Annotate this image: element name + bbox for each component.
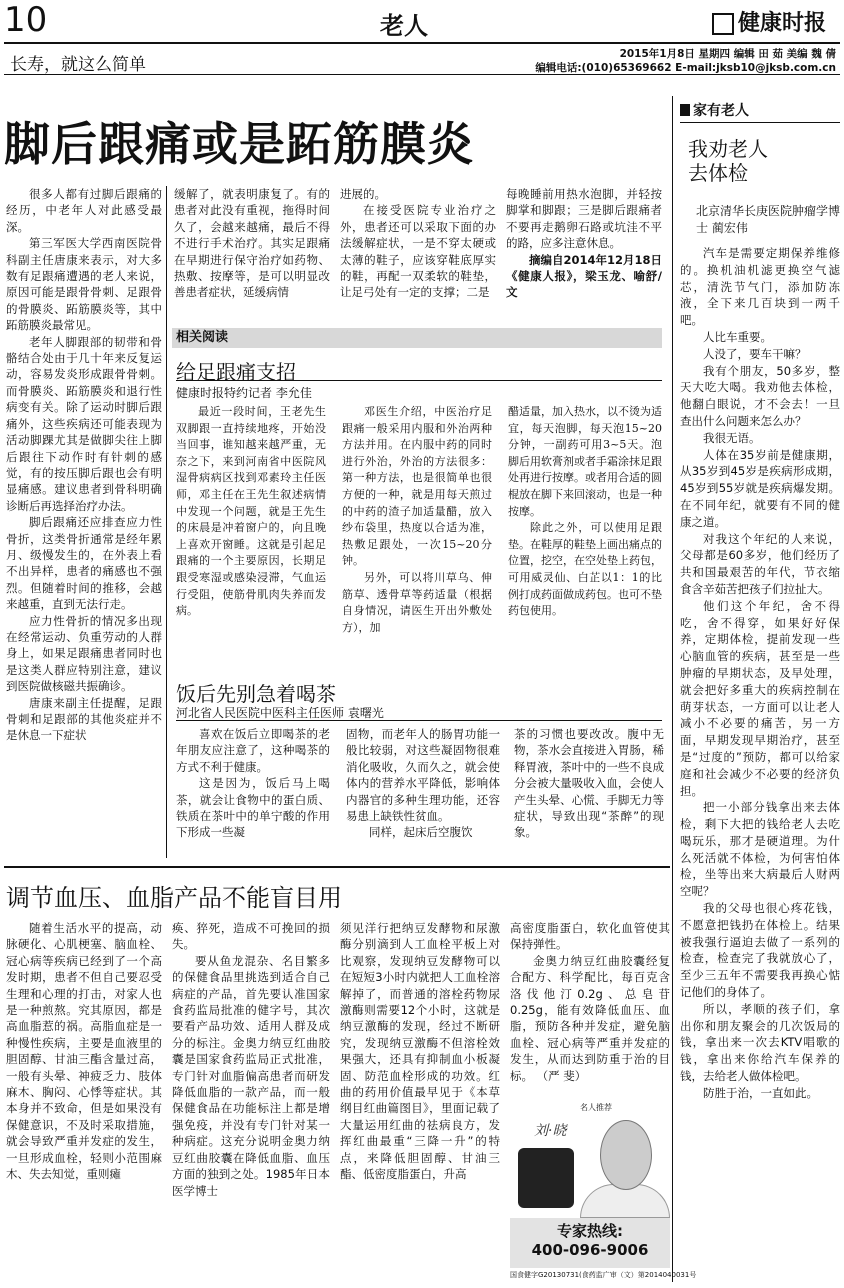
paragraph: 邓医生介绍，中医治疗足跟痛一般采用内服和外治两种方法并用。在内服中药的同时进行外治，外治的方法很多：第一种方法，也是很简单也很方便的一种，就是用每天煎过的中药的渣子加适量醋，放入纱布袋里，热度以合适为准，热敷足跟处，一次15~20分钟。 <box>342 405 492 568</box>
product-ad <box>510 1100 697 1280</box>
paragraph: 他们这个年纪，舍不得吃，舍不得穿，如果好好保养，定期体检，提前发现一些心脑血管的疾病，甚至是一些肿瘤的早期状态，及早处理，就会把好多重大的疾病控制在萌芽状态，一方面可以让老人减小不必要的痛苦，另一方面，早期发现早期治疗，甚至是“过度的”预防，都可以给家庭和社会减少不必要的经济负担。 <box>680 598 840 798</box>
section-title: 老人 <box>380 12 428 40</box>
subarticle1-col3 <box>508 404 662 666</box>
paragraph: 要从鱼龙混杂、名目繁多的保健食品里挑选到适合自己病症的产品，首先要认准国家食药监局批准的健字号，其次要看产品功效、适用人群及成分的标注。金奥力纳豆红曲胶囊是国家食药监局正式批准，专门针对血脂偏高患者而研发降低血脂的一款产品，而一般保健食品在功能标注上都是增强免疫，并没有专门针对某一种病症。这充分说明金奥力纳豆红曲胶囊在降低血脂、血压方面的独到之处。1985年日本医学博士 <box>172 953 330 1198</box>
hotline-box <box>510 1218 670 1268</box>
bottom-article-col2 <box>172 920 330 1280</box>
main-article-col4 <box>506 186 662 326</box>
bottom-article-col4 <box>510 920 670 1096</box>
paragraph: 所以，孝顺的孩子们，拿出你和朋友聚会的几次饭局的钱，拿出来一次去KTV唱歌的钱，拿出来你给汽车保养的钱，去给老人做体检吧。 <box>680 1001 840 1084</box>
paragraph: 喜欢在饭后立即喝茶的老年朋友应注意了，这种喝茶的方式不利于健康。 <box>176 727 330 774</box>
paragraph: 须见洋行把纳豆发酵物和尿激酶分别滴到人工血栓平板上对比观察，发现纳豆发酵物可以在短短3小时内就把人工血栓溶解掉了，而普通的溶栓药物尿激酶则需要12个小时，这就是纳豆激酶的发现，经过不断研究，发现纳豆激酶不但溶栓效果强大，还具有抑制血小板凝固、防范血栓形成的功效。红曲的药用价值最早见于《本草纲目红曲篇图目》，里面记载了大量运用红曲的祛病良方，发挥红曲最重“三降一升”的特点，来降低胆固醇、甘油三酯、低密度脂蛋白，升高 <box>340 921 500 1182</box>
bottom-article-col1 <box>6 920 162 1280</box>
paragraph: 脚后跟痛还应排查应力性骨折，这类骨折通常是经年累月、级慢发生的，在外表上看不出异样，患者的痛感也不强烈。但随着时间的推移，会越来越重，直到无法行走。 <box>6 515 162 612</box>
paragraph: 这是因为，饭后马上喝茶，就会让食物中的蛋白质、铁质在茶叶中的单宁酸的作用下形成一些凝 <box>176 776 330 840</box>
subarticle1-col1 <box>176 404 326 666</box>
paragraph: 茶的习惯也要改改。腹中无物，茶水会直接进入胃肠，稀释胃液，茶叶中的一些不良成分会被大量吸收入血，会使人产生头晕、心慌、手脚无力等症状，导致出现“茶醉”的现象。 <box>514 727 664 840</box>
paragraph: 很多人都有过脚后跟痛的经历，中老年人对此感受最深。 <box>6 187 162 234</box>
bottom-article-col3 <box>340 920 500 1280</box>
subarticle-byline: 健康时报特约记者 李允佳 <box>176 386 312 400</box>
sidebar <box>680 100 840 1280</box>
paragraph: 第三军医大学西南医院骨科副主任唐康来表示，对大多数有足跟痛遭遇的老人来说，原因可能是跟骨骨刺、足跟骨的骨膜炎、跖筋膜炎等，其中跖筋膜炎最常见。 <box>6 236 162 333</box>
column-divider <box>166 186 167 858</box>
bottom-article-title: 调节血压、血脂产品不能盲目用 <box>6 884 342 912</box>
logo-icon <box>712 13 734 35</box>
spokesperson-face-icon <box>600 1120 652 1190</box>
paragraph: 随着生活水平的提高，动脉硬化、心肌梗塞、脑血栓、冠心病等疾病已经到了一个高发时期，患者不但自己要忍受生理和心理的打击，对家人也是一种煎熬。究其原因，都是高血脂惹的祸。高脂血症是一种慢性疾病，主要是血液里的胆固醇、甘油三酯含量过高，一般有头晕、神疲乏力、肢体麻木、胸闷、心悸等症状。其本身并不致命，但是如果没有保健意识，不及时采取措施，就会导致严重并发症的发生，一旦形成血栓，轻则小范围麻木、失去知觉，重则瘫 <box>6 921 162 1182</box>
square-bullet-icon <box>680 104 690 116</box>
paragraph: 痪、猝死，造成不可挽回的损失。 <box>172 921 330 952</box>
sidebar-divider <box>672 96 673 1282</box>
paragraph: 同样，起床后空腹饮 <box>369 825 473 840</box>
paragraph: 我很无语。 <box>703 430 761 445</box>
subarticle2-col2 <box>346 726 500 856</box>
paragraph: 把一小部分钱拿出来去体检，剩下大把的钱给老人去吃喝玩乐，那才是硬道理。为什么死活就不体检，为何害怕体检，坐等出来大病最后人财两空呢？ <box>680 800 840 899</box>
paragraph: 防胜于治，一直如此。 <box>703 1085 818 1100</box>
hotline-number: 400-096-9006 <box>531 1241 649 1259</box>
sidebar-tag <box>680 100 840 123</box>
page-number: 10 <box>4 0 48 40</box>
subarticle-title: 给足跟痛支招 <box>176 360 296 384</box>
paragraph: 最近一段时间，王老先生双脚跟一直持续地疼，开始没当回事，谁知越来越严重，无奈之下，来到河南省中医院风湿骨病病区找到邓素玲主任医师，邓主任在王先生叙述病情中发现一个问题，就是王先生的床晨是冲着窗户的，向且晚上喜欢开窗睡。这就是引起足跟痛的一个主要原因，长期足跟受寒湿或感染浸滞，气血运行受阻，使筋骨肌肉失养而发病。 <box>176 405 326 618</box>
paragraph: 固物，而老年人的肠胃功能一般比较弱，对这些凝固物很难消化吸收，久而久之，就会使体内的营养水平降低，影响体内器官的多种生理功能，还容易患上缺铁性贫血。 <box>346 727 500 824</box>
section-divider <box>4 866 670 868</box>
main-article-col1 <box>6 186 162 856</box>
ad-caption: 名人推荐 <box>580 1103 612 1112</box>
sidebar-body <box>680 245 840 1225</box>
main-headline: 脚后跟痛或是跖筋膜炎 <box>4 117 474 171</box>
newspaper-logo <box>712 6 826 37</box>
paragraph: 进展的。 <box>340 187 386 201</box>
related-reading-bar: 相关阅读 <box>172 328 662 348</box>
subarticle2-col1 <box>176 726 330 856</box>
hotline-label: 专家热线: <box>557 1222 623 1240</box>
paragraph: 汽车是需要定期保养维修的。换机油机滤更换空气滤芯，清洗节气门，添加防冻液，全下来几百块到一两千吧。 <box>680 246 840 328</box>
logo-text: 健康时报 <box>738 10 827 36</box>
ad-signature: 刘·晓 <box>534 1123 567 1139</box>
main-article-col3 <box>340 186 496 326</box>
paragraph: 对我这个年纪的人来说，父母都是60多岁，他们经历了共和国最艰苦的年代，节衣缩食含辛茹苦把孩子们拉扯大。 <box>680 531 840 596</box>
subarticle-title: 饭后先别急着喝茶 <box>176 682 336 706</box>
header-rule <box>4 42 840 44</box>
paragraph: 在接受医院专业治疗之外，患者还可以采取下面的办法缓解症状，一是不穿太硬或太薄的鞋子，应该穿鞋底厚实的鞋，再配一双柔软的鞋垫，让足弓处有一定的支撑；二是 <box>340 203 496 300</box>
sidebar-author: 北京清华长庚医院肿瘤学博士 蔺宏伟 <box>696 204 841 235</box>
header-rule-bottom <box>4 74 840 75</box>
title-underline <box>176 380 662 381</box>
paragraph: 每晚睡前用热水泡脚，并轻按脚掌和脚跟；三是脚后跟痛者不要再走鹅卵石路或坑洼不平的路，应多注意休息。 <box>506 187 662 251</box>
subarticle1-col2 <box>342 404 492 666</box>
sidebar-title: 我劝老人去体检 <box>688 137 768 185</box>
main-article-col2 <box>174 186 330 326</box>
paragraph: 人比车重要。 <box>703 329 772 344</box>
paragraph: 另外，可以将川草乌、伸筋草、透骨草等药适量（根据自身情况，请医生开出外敷处方），加 <box>342 570 492 634</box>
paragraph: 缓解了，就表明康复了。有的患者对此没有重视，拖得时间久了，会越来越痛，最后不得不进行手术治疗。其实足跟痛在早期进行保守治疗如药物、热敷、按摩等，是可以明显改善患者症状，延缓病情 <box>174 187 330 300</box>
paragraph: 高密度脂蛋白，软化血管使其保持弹性。 <box>510 921 670 952</box>
product-jar-icon <box>518 1148 574 1208</box>
paragraph: 老年人脚跟部的韧带和骨骼结合处由于几十年来反复运动，容易发炎形成跟骨骨刺。而骨膜炎、跖筋膜炎和退行性病变有关。除了运动时脚后跟痛外，这些疾病还可能表现为活动脚踝尤其是做脚尖往上脚后跟往下动作时有针刺的感觉，有的按压脚后跟也会有明显痛感。建议患者到骨科明确诊断后再选择治疗办法。 <box>6 334 162 513</box>
sidebar-tag-label: 家有老人 <box>693 103 749 119</box>
paragraph: 应力性骨折的情况多出现在经常运动、负重劳动的人群身上，如果足跟痛患者同时也是这类人群应特别注意，建议到医院做核磁共振确诊。 <box>6 613 162 694</box>
subarticle-byline: 河北省人民医院中医科主任医师 袁曙光 <box>176 706 384 720</box>
paragraph: 醋适量，加入热水，以不烫为适宜，每天泡脚，每天泡15~20分钟，一副药可用3~5天。泡脚后用软膏剂或者手霜涂抹足跟处再进行按摩。或者用合适的圆棍放在脚下来回滚动，也是一种按摩。 <box>508 405 662 518</box>
date-editor-line: 2015年1月8日 星期四 编辑 田 茹 美编 魏 倩 <box>619 48 836 60</box>
paragraph: 除此之外，可以使用足跟垫。在鞋厚的鞋垫上画出痛点的位置，挖空，在空处垫上药包，可用威灵仙、白芷以1：1的比例打成药面做成药包。也可不垫药包使用。 <box>508 521 662 618</box>
ad-approval-number: 国食健字G20130731(食药监广审（文）第2014040031号 <box>510 1271 697 1279</box>
section-slogan: 长寿，就这么简单 <box>10 55 146 75</box>
article-source: 摘编自2014年12月18日《健康人报》，梁玉龙、喻舒/文 <box>506 252 662 300</box>
subarticle2-col3 <box>514 726 664 856</box>
paragraph: 我有个朋友，50多岁，整天大吃大喝。我劝他去体检，他翻白眼说，才不会去！一旦查出什么问题来怎么办？ <box>680 363 840 428</box>
byline-underline <box>176 720 662 721</box>
paragraph: 唐康来副主任提醒，足跟骨刺和足跟部的其他炎症并不是休息一下症状 <box>6 695 162 743</box>
paragraph: 人体在35岁前是健康期，从35岁到45岁是疾病形成期，45岁到55岁就是疾病爆发期。在不同年纪，就要有不同的健康之道。 <box>680 447 840 529</box>
masthead <box>0 0 844 80</box>
contact-line: 编辑电话:(010)65369662 E-mail:jksb10@jksb.com.cn <box>535 62 836 74</box>
paragraph: 金奥力纳豆红曲胶囊经复合配方、科学配比，每百克含洛伐他汀0.2g、总皂苷0.25g，能有效降低血压、血脂，预防各种并发症，避免脑血栓、冠心病等严重并发症的发生，从而达到防重于治的目标。 （严 斐） <box>510 953 670 1083</box>
paragraph: 人没了，要车干嘛？ <box>703 346 807 361</box>
paragraph: 我的父母也很心疼花钱，不愿意把钱扔在体检上。结果被我强行逼迫去做了一系列的检查，检查完了我就放心了，至少三五年不需要我再换心惦记他们的身体了。 <box>680 901 840 1000</box>
